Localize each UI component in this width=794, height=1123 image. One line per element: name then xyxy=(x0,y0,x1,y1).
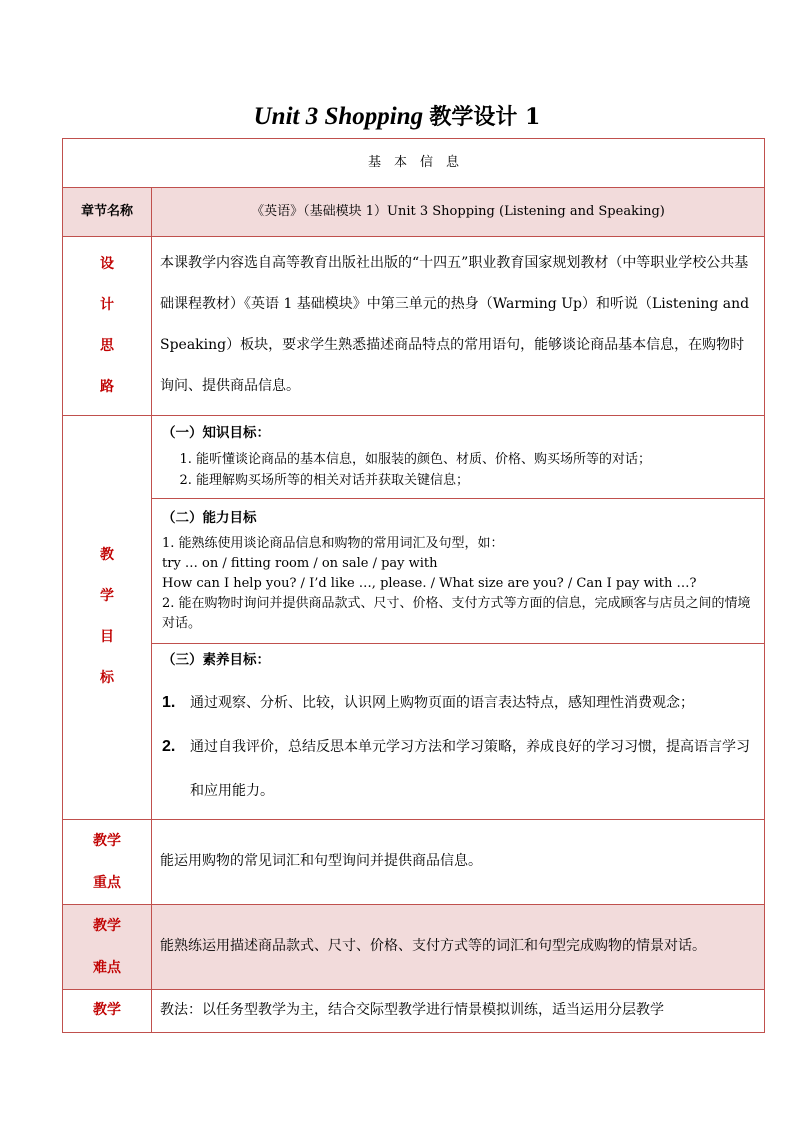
basic-info-header: 基 本 信 息 xyxy=(63,139,765,188)
literacy-goal-row xyxy=(63,644,765,820)
difficult-point-text: 能熟练运用描述商品款式、尺寸、价格、支付方式等的词汇和句型完成购物的情景对话。 xyxy=(152,904,765,989)
key-point-text: 能运用购物的常见词汇和句型询问并提供商品信息。 xyxy=(152,819,765,904)
method-row xyxy=(63,989,765,1032)
list-item: 2. 能理解购买场所等的相关对话并获取关键信息； xyxy=(196,470,754,491)
design-row xyxy=(63,237,765,416)
knowledge-goal-row xyxy=(63,416,765,499)
list-text: 通过观察、分析、比较，认识网上购物页面的语言表达特点，感知理性消费观念； xyxy=(190,694,694,711)
method-label: 教学 xyxy=(63,989,152,1032)
literacy-goal-list xyxy=(162,681,754,813)
key-point-label: 教学 重点 xyxy=(63,819,152,904)
list-item: 1. 能听懂谈论商品的基本信息，如服装的颜色、材质、价格、购买场所等的对话； xyxy=(196,449,754,470)
goals-label: 教 学 目 标 xyxy=(63,416,152,820)
ability-line-4: 2. 能在购物时询问并提供商品款式、尺寸、价格、支付方式等方面的信息，完成顾客与店员之间的情境对话。 xyxy=(162,596,751,632)
ability-line-2: try … on / fitting room / on sale / pay with xyxy=(162,556,438,572)
document-title xyxy=(0,100,794,131)
knowledge-goal-list xyxy=(162,449,754,491)
difficult-point-row xyxy=(63,904,765,989)
ability-line-3: How can I help you? / I’d like …, please. / What size are you? / Can I pay with …? xyxy=(162,576,697,592)
method-text: 教法：以任务型教学为主，结合交际型教学进行情景模拟训练，适当运用分层教学 xyxy=(152,989,765,1032)
design-text: 本课教学内容选自高等教育出版社出版的“十四五”职业教育国家规划教材（中等职业学校公共基础课程教材）《英语 1 基础模块》中第三单元的热身（Warming Up）和听说（Listening and Speaking）板块，要求学生熟悉描述商品特点的常用语句，能够谈论商品基本信息，在购物时询问、提供商品信息。 xyxy=(152,237,765,416)
ability-goal-heading: （二）能力目标 xyxy=(162,509,257,526)
chapter-row xyxy=(63,188,765,237)
ability-goal-row xyxy=(63,499,765,644)
knowledge-goal-heading: （一）知识目标： xyxy=(162,424,270,441)
literacy-goal-heading: （三）素养目标： xyxy=(162,652,270,668)
chapter-label: 章节名称 xyxy=(63,188,152,237)
ability-line-1: 1. 能熟练使用谈论商品信息和购物的常用词汇及句型，如： xyxy=(162,536,504,552)
list-item xyxy=(162,681,754,725)
ability-goal-cell xyxy=(152,499,765,644)
lesson-plan-table xyxy=(62,138,765,1033)
chapter-value: 《英语》（基础模块 1）Unit 3 Shopping (Listening and Speaking) xyxy=(152,188,765,237)
difficult-point-label: 教学 难点 xyxy=(63,904,152,989)
literacy-goal-cell xyxy=(152,644,765,820)
basic-info-row xyxy=(63,139,765,188)
list-number: 1. xyxy=(162,693,176,711)
list-text: 通过自我评价，总结反思本单元学习方法和学习策略，养成良好的学习习惯，提高语言学习和应用能力。 xyxy=(190,738,750,799)
title-chinese: 教学设计 1 xyxy=(429,104,541,130)
key-point-row xyxy=(63,819,765,904)
design-label: 设 计 思 路 xyxy=(63,237,152,416)
list-number: 2. xyxy=(162,737,176,755)
knowledge-goal-cell xyxy=(152,416,765,499)
title-english: Unit 3 Shopping xyxy=(253,103,424,130)
list-item xyxy=(162,725,754,813)
